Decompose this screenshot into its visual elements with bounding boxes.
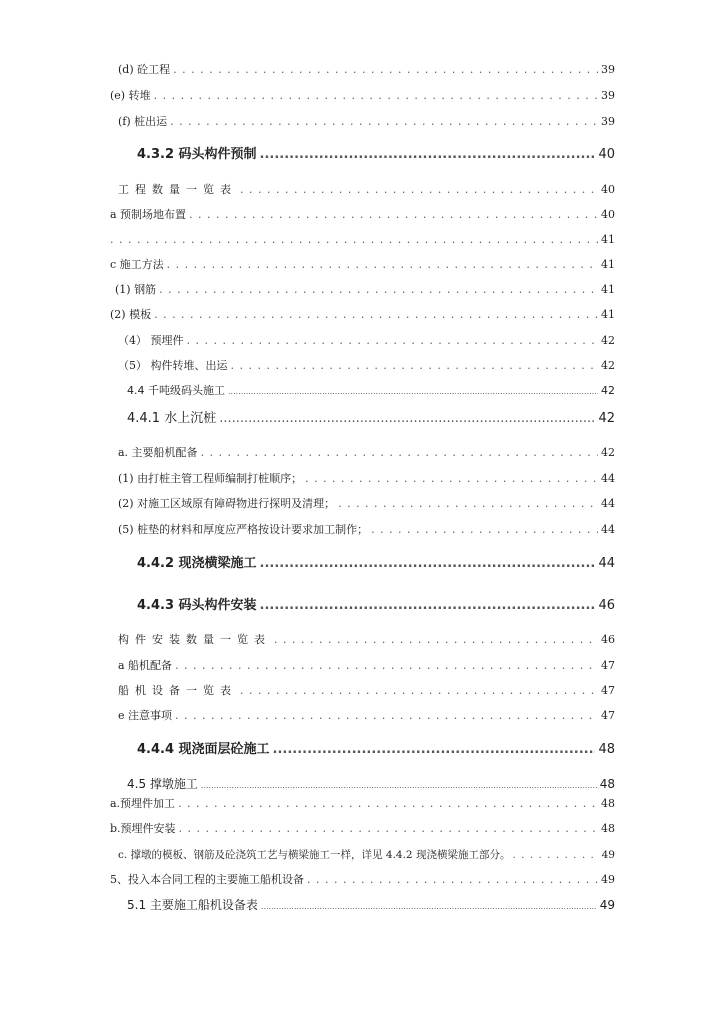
dot-leader [154, 308, 598, 322]
toc-page-number: 49 [601, 873, 615, 886]
dot-leader [201, 446, 598, 460]
dot-leader [187, 334, 599, 348]
toc-entry-label: a.预埋件加工 [110, 797, 176, 810]
dot-leader [240, 684, 598, 698]
toc-page-number: 42 [598, 411, 615, 426]
dot-leader [273, 743, 596, 757]
toc-page-number: 40 [598, 147, 615, 162]
toc-entry-label: a 船机配备 [118, 659, 173, 672]
toc-page-number: 49 [599, 898, 615, 912]
dot-leader [219, 412, 595, 426]
toc-page-number: 44 [601, 472, 615, 485]
toc-entry-1-rebar[interactable] [115, 283, 615, 297]
dot-leader [189, 208, 598, 222]
toc-entry-label: 构件安装数量一览表 [118, 633, 271, 646]
toc-page-number: 44 [601, 497, 615, 510]
toc-entry-label: (2) 对施工区域原有障碍物进行探明及清理； [118, 497, 336, 510]
toc-entry-label: （5） 构件转堆、出运 [118, 359, 228, 372]
dot-leader [260, 557, 596, 571]
toc-page-number: 44 [598, 556, 615, 571]
toc-entry-label: 4.4.2 现浇横梁施工 [137, 556, 257, 571]
toc-page-number: 48 [599, 777, 615, 791]
toc-heading-4-4-3[interactable] [137, 599, 615, 613]
toc-entry-label: (5) 桩垫的材料和厚度应严格按设计要求加工制作； [118, 523, 369, 536]
toc-entry-b-embedded-installation[interactable] [110, 822, 615, 836]
toc-entry-5-1[interactable] [127, 898, 615, 914]
toc-heading-4-4-1[interactable] [127, 412, 615, 426]
toc-entry-label: (1) 由打桩主管工程师编制打桩顺序； [118, 472, 303, 485]
toc-page-number: 46 [598, 598, 615, 613]
toc-entry-label: （4） 预埋件 [118, 334, 184, 347]
toc-entry-label: 4.3.2 码头构件预制 [137, 147, 257, 162]
toc-entry-obstacle-clearing[interactable] [118, 497, 615, 511]
toc-entry-label: 4.5 撑墩施工 [127, 777, 198, 791]
toc-entry-e-transfer[interactable] [110, 89, 615, 103]
dot-leader [260, 148, 596, 162]
toc-entry-4-5[interactable] [127, 777, 615, 793]
toc-page-number: 48 [598, 742, 615, 757]
dot-leader [231, 359, 599, 373]
dot-leader [178, 797, 598, 811]
toc-entry-quantity-table[interactable] [118, 183, 615, 197]
toc-page-number: 41 [601, 258, 615, 271]
toc-heading-4-4-2[interactable] [137, 557, 615, 571]
dot-leader [110, 233, 598, 247]
toc-entry-label: c 施工方法 [110, 258, 164, 271]
dot-leader [512, 848, 599, 862]
toc-entry-5-main-equipment[interactable] [110, 873, 615, 887]
toc-page-number: 42 [601, 334, 615, 347]
toc-page-number: 40 [601, 183, 615, 196]
toc-entry-label: c. 撑墩的模板、钢筋及砼浇筑工艺与横梁施工一样，详见 4.4.2 现浇横梁施工部分。 [118, 849, 511, 861]
dot-leader [201, 777, 597, 793]
toc-page-number: 39 [601, 89, 615, 102]
toc-page-number: 39 [601, 115, 615, 128]
toc-entry-4-4[interactable] [127, 384, 615, 399]
dot-leader [175, 659, 598, 673]
dot-leader [338, 497, 598, 511]
toc-entry-label: 4.4.3 码头构件安装 [137, 598, 257, 613]
toc-page-number: 41 [601, 308, 615, 321]
dot-leader [274, 633, 598, 647]
dot-leader [167, 258, 598, 272]
toc-entry-label: 船机设备一览表 [118, 684, 237, 697]
toc-page-number: 42 [601, 359, 615, 372]
toc-page-number: 48 [601, 797, 615, 810]
dot-leader [261, 898, 597, 914]
toc-page-number: 47 [601, 684, 615, 697]
dot-leader [154, 89, 598, 103]
toc-heading-4-3-2[interactable] [137, 148, 615, 162]
toc-entry-label: (f) 桩出运 [118, 115, 168, 128]
toc-entry-label: 5.1 主要施工船机设备表 [127, 898, 258, 912]
toc-entry-4-embedded-parts[interactable] [118, 334, 615, 348]
toc-page-number: 48 [601, 822, 615, 835]
toc-entry-label: a 预制场地布置 [110, 208, 187, 221]
toc-entry-a-vessel-allocation[interactable] [118, 659, 615, 673]
dot-leader [159, 283, 598, 297]
toc-page-number: 39 [601, 63, 615, 76]
dot-leader [260, 599, 596, 613]
toc-entry-label: 4.4.4 现浇面层砼施工 [137, 742, 270, 757]
toc-page-number: 49 [601, 849, 615, 861]
toc-entry-blank[interactable] [110, 233, 615, 247]
toc-entry-label: 4.4.1 水上沉桩 [127, 411, 217, 426]
dot-leader [228, 384, 598, 399]
toc-entry-c-pier-formwork[interactable] [118, 848, 615, 862]
toc-page-number: 41 [601, 233, 615, 246]
toc-entry-a-vessels[interactable] [118, 446, 615, 460]
toc-entry-piling-sequence[interactable] [118, 472, 615, 486]
toc-page-number: 41 [601, 283, 615, 296]
toc-entry-f-pile-shipping[interactable] [118, 115, 615, 129]
toc-entry-label: 4.4 千吨级码头施工 [127, 384, 225, 397]
toc-entry-label: (d) 砼工程 [118, 63, 171, 76]
toc-entry-a-site-layout[interactable] [110, 208, 615, 222]
dot-leader [173, 63, 598, 77]
toc-entry-label: e 注意事项 [118, 709, 173, 722]
toc-page-number: 47 [601, 659, 615, 672]
dot-leader [240, 183, 598, 197]
dot-leader [307, 873, 598, 887]
dot-leader [179, 822, 598, 836]
dot-leader [305, 472, 598, 486]
toc-entry-5-component-transfer[interactable] [118, 359, 615, 373]
toc-entry-equipment-table[interactable] [118, 684, 615, 698]
toc-entry-label: a. 主要船机配备 [118, 446, 198, 459]
toc-entry-label: 5、投入本合同工程的主要施工船机设备 [110, 873, 304, 886]
toc-entry-c-method[interactable] [110, 258, 615, 272]
toc-entry-2-formwork[interactable] [110, 308, 615, 322]
dot-leader [175, 709, 598, 723]
toc-entry-label: (e) 转堆 [110, 89, 151, 102]
toc-page-number: 47 [601, 709, 615, 722]
dot-leader [371, 523, 598, 537]
toc-entry-e-notes[interactable] [118, 709, 615, 723]
toc-entry-label: 工程数量一览表 [118, 183, 237, 196]
toc-entry-install-quantity-table[interactable] [118, 633, 615, 647]
toc-page-number: 42 [601, 446, 615, 459]
toc-page-number: 42 [601, 384, 615, 397]
toc-page-number: 40 [601, 208, 615, 221]
toc-entry-label: (2) 模板 [110, 308, 152, 321]
toc-entry-label: b.预埋件安装 [110, 822, 176, 835]
toc-entry-a-embedded-fabrication[interactable] [110, 797, 615, 811]
toc-entry-d-concrete[interactable] [118, 63, 615, 77]
toc-entry-label: (1) 钢筋 [115, 283, 157, 296]
toc-page-number: 46 [601, 633, 615, 646]
dot-leader [170, 115, 598, 129]
toc-heading-4-4-4[interactable] [137, 743, 615, 757]
toc-page-number: 44 [601, 523, 615, 536]
toc-entry-pile-cushion[interactable] [118, 523, 615, 537]
